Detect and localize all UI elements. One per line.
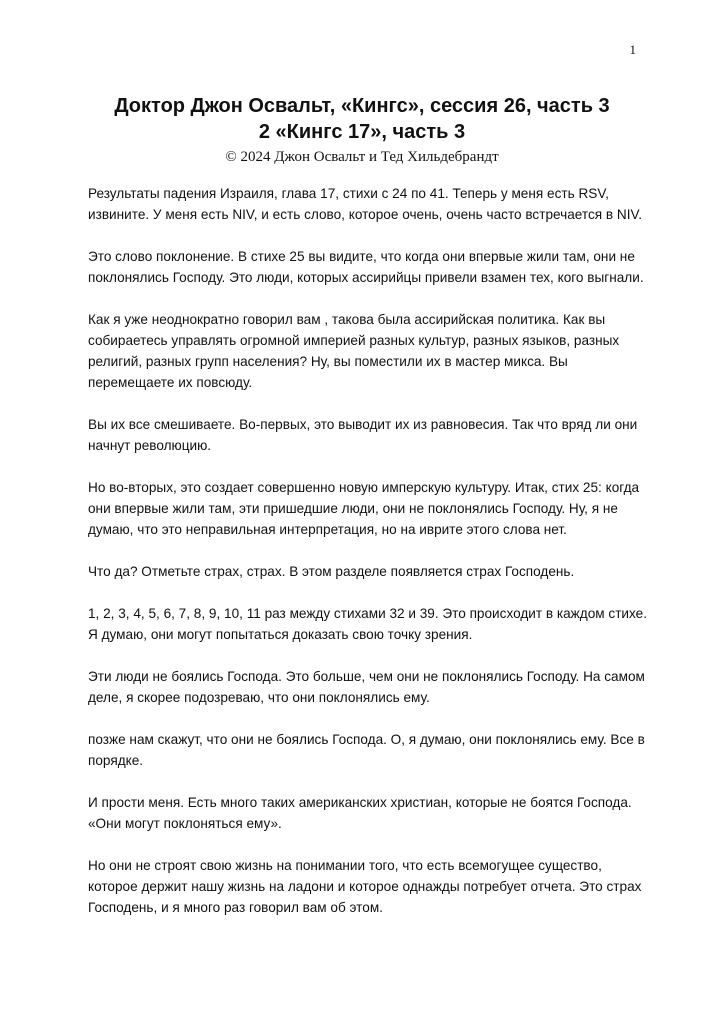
paragraph: позже нам скажут, что они не боялись Господа. О, я думаю, они поклонялись ему. Все в порядке.	[88, 732, 645, 768]
page-number: 1	[629, 42, 636, 57]
paragraph: Эти люди не боялись Господа. Это больше, чем они не поклонялись Господу. На самом деле, я скорее подозреваю, что они поклонялись ему.	[88, 669, 645, 705]
paragraph: Это слово поклонение. В стихе 25 вы видите, что когда они впервые жили там, они не поклонялись Господу. Это люди, которых ассирийцы привели взамен тех, кого выгнали.	[88, 249, 644, 285]
paragraph: Но во-вторых, это создает совершенно новую имперскую культуру. Итак, стих 25: когда они впервые жили там, эти пришедшие люди, они не поклонялись Господу. Ну, я не думаю, что это неправильная интерпретация, но на иврите этого слова нет.	[88, 480, 640, 537]
document-subtitle: 2 «Кингс 17», часть 3	[258, 121, 466, 143]
paragraph: Как я уже неоднократно говорил вам , такова была ассирийская политика. Как вы собираетесь управлять огромной империей разных культур, разных языков, разных религий, разных групп населения? Ну, вы поместили их в мастер микса. Вы перемещаете их повсюду.	[88, 312, 620, 390]
paragraph: Результаты падения Израиля, глава 17, стихи с 24 по 41. Теперь у меня есть RSV, извините. У меня есть NIV, и есть слово, которое очень, очень часто встречается в NIV.	[88, 186, 643, 222]
document-body	[88, 183, 648, 939]
paragraph: Что да? Отметьте страх, страх. В этом разделе появляется страх Господень.	[88, 564, 575, 579]
copyright-line: © 2024 Джон Освальт и Тед Хильдебрандт	[225, 149, 499, 165]
document-title: Доктор Джон Освальт, «Кингс», сессия 26, часть 3	[114, 95, 610, 117]
paragraph: И прости меня. Есть много таких американских христиан, которые не боятся Господа. «Они могут поклоняться ему».	[88, 795, 632, 831]
paragraph: Но они не строят свою жизнь на понимании того, что есть всемогущее существо, которое держит нашу жизнь на ладони и которое однажды потребует отчета. Это страх Господень, и я много раз говорил вам об этом.	[88, 858, 642, 915]
paragraph: Вы их все смешиваете. Во-первых, это выводит их из равновесия. Так что вряд ли они начнут революцию.	[88, 417, 638, 453]
paragraph: 1, 2, 3, 4, 5, 6, 7, 8, 9, 10, 11 раз между стихами 32 и 39. Это происходит в каждом стихе. Я думаю, они могут попытаться доказать свою точку зрения.	[88, 606, 647, 642]
